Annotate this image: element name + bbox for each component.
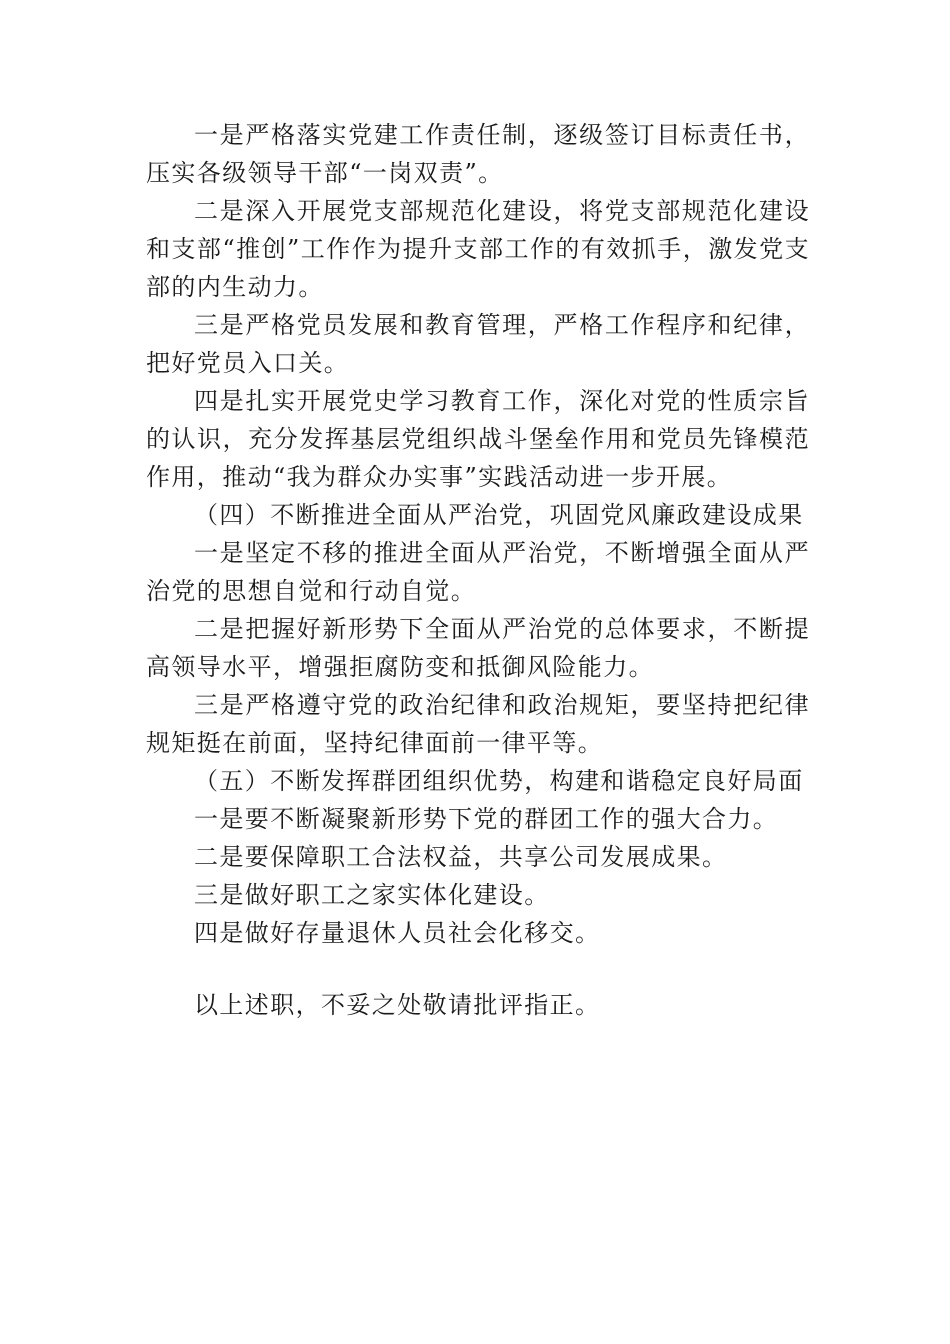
paragraph-overall-requirements: 二是把握好新形势下全面从严治党的总体要求，不断提高领导水平，增强拒腐防变和抵御风险能力。 <box>146 615 810 681</box>
section-heading-4: （四）不断推进全面从严治党，巩固党风廉政建设成果 <box>194 501 804 529</box>
section-heading-5: （五）不断发挥群团组织优势，构建和谐稳定良好局面 <box>194 767 804 795</box>
paragraph-political-discipline: 三是严格遵守党的政治纪律和政治规矩，要坚持把纪律规矩挺在前面，坚持纪律面前一律平等。 <box>146 691 810 757</box>
closing-remark: 以上述职，不妥之处敬请批评指正。 <box>194 991 601 1019</box>
paragraph-branch-standardization: 二是深入开展党支部规范化建设，将党支部规范化建设和支部“推创”工作作为提升支部工作的有效抓手，激发党支部的内生动力。 <box>146 197 810 301</box>
paragraph-worker-rights: 二是要保障职工合法权益，共享公司发展成果。 <box>194 843 728 871</box>
paragraph-party-building-responsibility: 一是严格落实党建工作责任制，逐级签订目标责任书，压实各级领导干部“一岗双责”。 <box>146 121 810 187</box>
paragraph-retiree-transfer: 四是做好存量退休人员社会化移交。 <box>194 919 601 947</box>
document-body <box>146 116 810 1024</box>
paragraph-worker-home: 三是做好职工之家实体化建设。 <box>194 881 550 909</box>
paragraph-member-development: 三是严格党员发展和教育管理，严格工作程序和纪律，把好党员入口关。 <box>146 311 810 377</box>
paragraph-strict-governance: 一是坚定不移的推进全面从严治党，不断增强全面从严治党的思想自觉和行动自觉。 <box>146 539 810 605</box>
paragraph-party-history-education: 四是扎实开展党史学习教育工作，深化对党的性质宗旨的认识，充分发挥基层党组织战斗堡垒作用和党员先锋模范作用，推动“我为群众办实事”实践活动进一步开展。 <box>146 387 810 491</box>
paragraph-mass-organization: 一是要不断凝聚新形势下党的群团工作的强大合力。 <box>194 805 779 833</box>
